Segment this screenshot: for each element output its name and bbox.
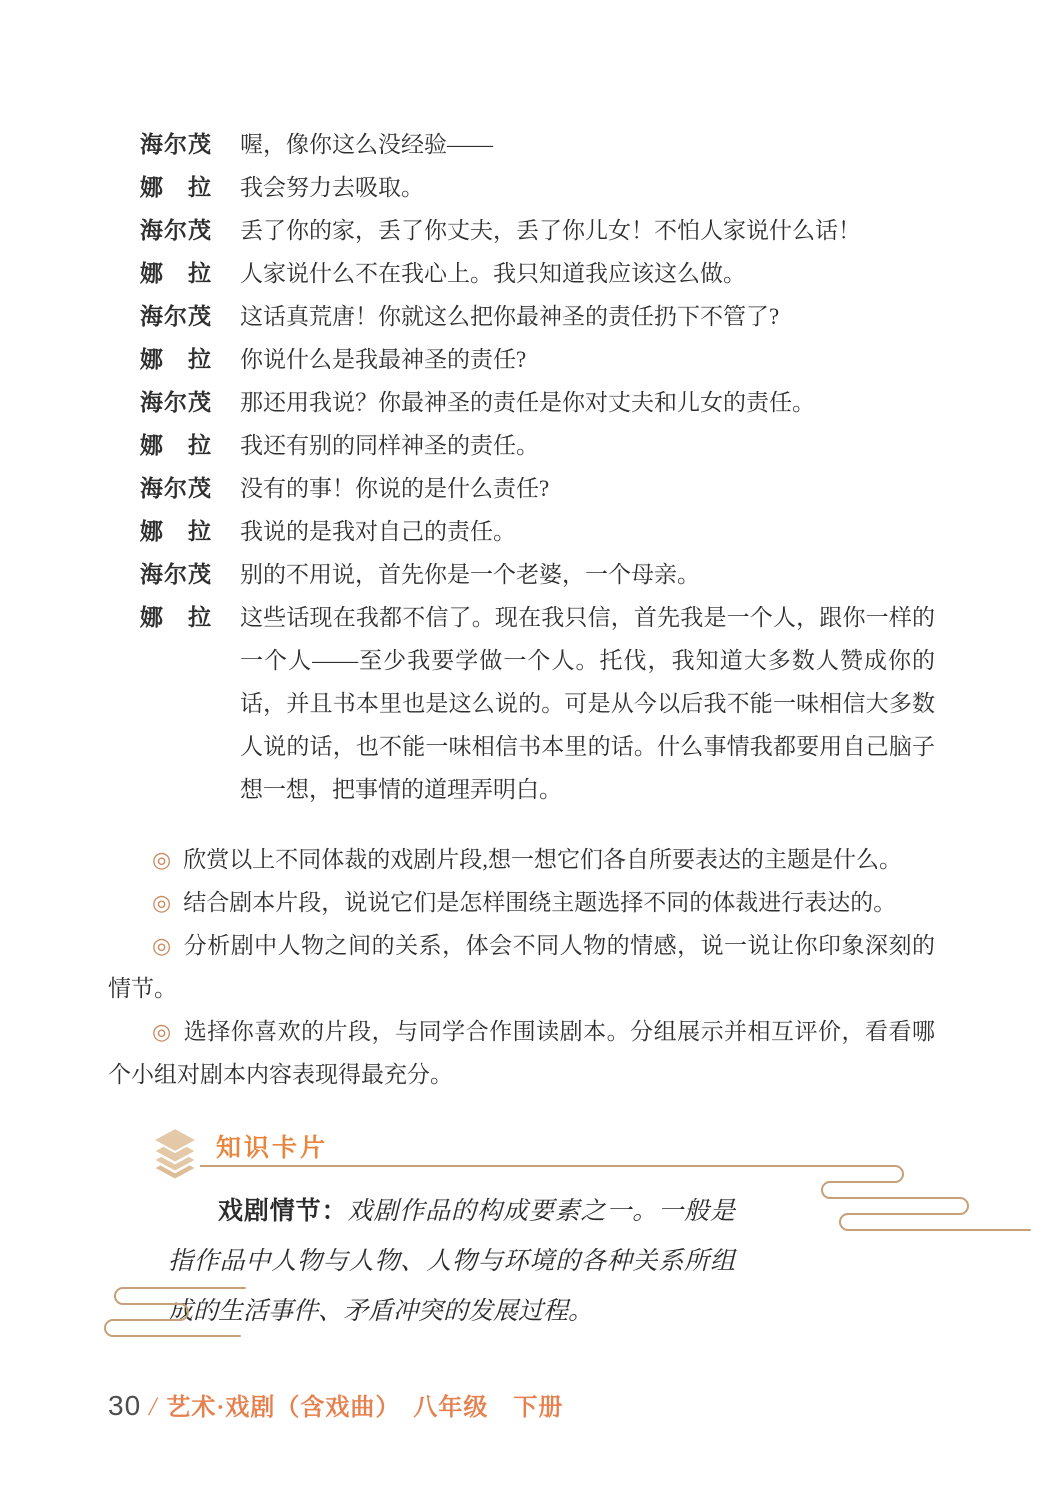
question-item: [108, 1010, 935, 1096]
dialogue-text: 我还有别的同样神圣的责任。: [240, 433, 539, 458]
dialogue-text: 这话真荒唐！你就这么把你最神圣的责任扔下不管了?: [240, 304, 780, 329]
dialogue-text: 那还用我说？你最神圣的责任是你对丈夫和儿女的责任。: [240, 390, 815, 415]
cloud-scroll-icon: [85, 1284, 250, 1342]
page-number: 30: [108, 1390, 142, 1421]
dialogue-row: [108, 381, 935, 424]
dialogue-row: [108, 252, 935, 295]
question-text: 选择你喜欢的片段，与同学合作围读剧本。分组展示并相互评价，看看哪个小组对剧本内容表现得最充分。: [108, 1019, 936, 1087]
dialogue-row: [108, 596, 935, 811]
speaker-name: 娜 拉: [140, 604, 212, 630]
speaker-name: 海尔茂: [140, 131, 212, 157]
dialogue-row: [108, 424, 935, 467]
dialogue-text: 我会努力去吸取。: [240, 175, 424, 200]
dialogue-row: [108, 467, 935, 510]
book-title: 艺术·戏剧（含戏曲） 八年级 下册: [166, 1395, 564, 1421]
dialogue-text: 别的不用说，首先你是一个老婆，一个母亲。: [240, 562, 700, 587]
circle-bullet-icon: ◎: [152, 890, 172, 915]
knowledge-card-term: 戏剧情节：: [218, 1197, 348, 1225]
knowledge-card-definition: 戏剧作品的构成要素之一。一般是指作品中人物与人物、人物与环境的各种关系所组成的生活事件、矛盾冲突的发展过程。: [168, 1198, 735, 1325]
dialogue-text: 喔，像你这么没经验——: [240, 132, 493, 157]
dialogue-text: 这些话现在我都不信了。现在我只信，首先我是一个人，跟你一样的一个人——至少我要学做一个人。托伐，我知道大多数人赞成你的话，并且书本里也是这么说的。可是从今以后我不能一味相信大多数人说的话，也不能一味相信书本里的话。什么事情我都要用自己脑子想一想，把事情的道理弄明白。: [240, 605, 935, 802]
speaker-name: 海尔茂: [140, 475, 212, 501]
speaker-name: 娜 拉: [140, 518, 212, 544]
question-text: 分析剧中人物之间的关系，体会不同人物的情感，说一说让你印象深刻的情节。: [108, 933, 936, 1001]
cloud-scroll-line-icon: [200, 1164, 1035, 1234]
dialogue-row: [108, 123, 935, 166]
footer-separator: /: [149, 1392, 157, 1421]
questions-list: [108, 838, 935, 1096]
stacked-cards-icon: [152, 1126, 198, 1184]
dialogue-row: [108, 295, 935, 338]
dialogue-text: 你说什么是我最神圣的责任?: [240, 347, 527, 372]
speaker-name: 海尔茂: [140, 389, 212, 415]
page-footer: [108, 1387, 935, 1422]
dialogue-row: [108, 553, 935, 596]
knowledge-card-title: 知识卡片: [216, 1134, 329, 1162]
knowledge-card-header: [108, 1126, 1035, 1184]
speaker-name: 娜 拉: [140, 260, 212, 286]
dialogue-list: [108, 123, 935, 811]
speaker-name: 海尔茂: [140, 561, 212, 587]
speaker-name: 海尔茂: [140, 217, 212, 243]
dialogue-row: [108, 209, 935, 252]
question-text: 欣赏以上不同体裁的戏剧片段,想一想它们各自所要表达的主题是什么。: [183, 847, 902, 872]
question-text: 结合剧本片段，说说它们是怎样围绕主题选择不同的体裁进行表达的。: [183, 890, 897, 915]
circle-bullet-icon: ◎: [152, 933, 172, 958]
speaker-name: 娜 拉: [140, 346, 212, 372]
speaker-name: 海尔茂: [140, 303, 212, 329]
dialogue-text: 人家说什么不在我心上。我只知道我应该这么做。: [240, 261, 746, 286]
dialogue-text: 没有的事！你说的是什么责任?: [240, 476, 550, 501]
dialogue-row: [108, 166, 935, 209]
circle-bullet-icon: ◎: [152, 1019, 172, 1044]
circle-bullet-icon: ◎: [152, 847, 172, 872]
speaker-name: 娜 拉: [140, 432, 212, 458]
question-item: [108, 838, 935, 881]
dialogue-row: [108, 338, 935, 381]
question-item: [108, 881, 935, 924]
question-item: [108, 924, 935, 1010]
dialogue-text: 我说的是我对自己的责任。: [240, 519, 516, 544]
speaker-name: 娜 拉: [140, 174, 212, 200]
dialogue-row: [108, 510, 935, 553]
dialogue-text: 丢了你的家，丢了你丈夫，丢了你儿女！不怕人家说什么话！: [240, 218, 861, 243]
